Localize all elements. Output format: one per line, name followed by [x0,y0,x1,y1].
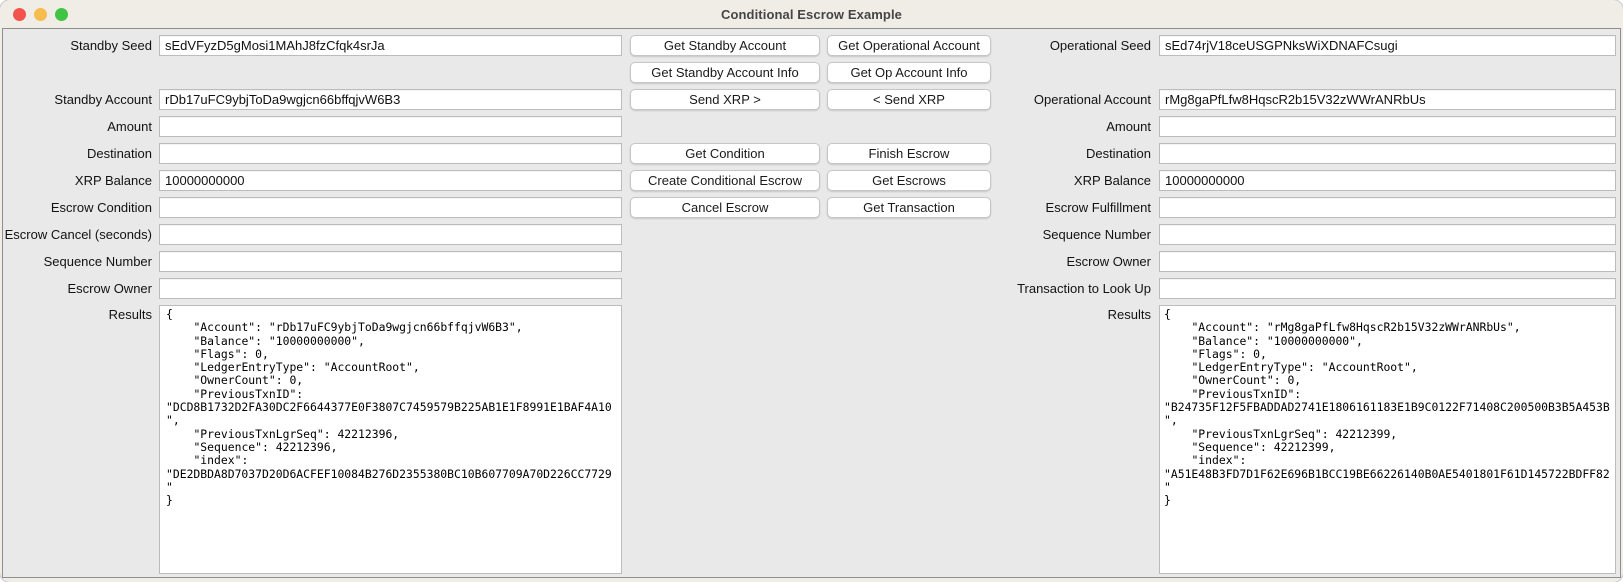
escrow-condition-input[interactable] [159,197,622,218]
standby-sequence-number-input[interactable] [159,251,622,272]
operational-escrow-owner-label: Escrow Owner [1066,254,1151,269]
escrow-fulfillment-label: Escrow Fulfillment [1045,200,1151,215]
operational-seed-label: Operational Seed [1049,38,1151,53]
operational-results-textarea[interactable] [1159,305,1616,574]
get-escrows-button[interactable]: Get Escrows [827,170,991,191]
standby-seed-input[interactable] [159,35,622,56]
operational-escrow-owner-input[interactable] [1159,251,1616,272]
standby-xrp-balance-input[interactable] [159,170,622,191]
operational-amount-label: Amount [1106,119,1151,134]
operational-seed-input[interactable] [1159,35,1616,56]
send-xrp-to-operational-button[interactable]: Send XRP > [630,89,820,110]
main-content [2,28,1621,578]
escrow-fulfillment-input[interactable] [1159,197,1616,218]
standby-amount-label: Amount [107,119,152,134]
operational-destination-input[interactable] [1159,143,1616,164]
operational-account-input[interactable] [1159,89,1616,110]
transaction-to-look-up-input[interactable] [1159,278,1616,299]
standby-escrow-owner-label: Escrow Owner [67,281,152,296]
operational-xrp-balance-input[interactable] [1159,170,1616,191]
standby-seed-label: Standby Seed [70,38,152,53]
get-standby-account-info-button[interactable]: Get Standby Account Info [630,62,820,83]
standby-account-input[interactable] [159,89,622,110]
get-transaction-button[interactable]: Get Transaction [827,197,991,218]
escrow-cancel-seconds-label: Escrow Cancel (seconds) [4,227,152,242]
standby-destination-input[interactable] [159,143,622,164]
standby-destination-label: Destination [86,146,152,161]
finish-escrow-button[interactable]: Finish Escrow [827,143,991,164]
standby-xrp-balance-label: XRP Balance [74,173,152,188]
operational-amount-input[interactable] [1159,116,1616,137]
window-title: Conditional Escrow Example [720,6,903,22]
standby-results-textarea[interactable] [159,305,622,574]
operational-account-label: Operational Account [1033,92,1151,107]
traffic-lights [13,8,68,21]
create-conditional-escrow-button[interactable]: Create Conditional Escrow [630,170,820,191]
escrow-cancel-seconds-input[interactable] [159,224,622,245]
operational-destination-label: Destination [1085,146,1151,161]
operational-sequence-number-input[interactable] [1159,224,1616,245]
transaction-to-look-up-label: Transaction to Look Up [1017,281,1151,296]
standby-results-label: Results [108,307,152,322]
standby-escrow-owner-input[interactable] [159,278,622,299]
operational-xrp-balance-label: XRP Balance [1073,173,1151,188]
standby-account-label: Standby Account [54,92,152,107]
cancel-escrow-button[interactable]: Cancel Escrow [630,197,820,218]
get-standby-account-button[interactable]: Get Standby Account [630,35,820,56]
operational-results-label: Results [1107,307,1151,322]
close-button[interactable] [13,8,26,21]
title-bar [0,0,1623,28]
escrow-condition-label: Escrow Condition [50,200,152,215]
get-operational-account-button[interactable]: Get Operational Account [827,35,991,56]
standby-amount-input[interactable] [159,116,622,137]
send-xrp-to-standby-button[interactable]: < Send XRP [827,89,991,110]
get-condition-button[interactable]: Get Condition [630,143,820,164]
get-op-account-info-button[interactable]: Get Op Account Info [827,62,991,83]
zoom-button[interactable] [55,8,68,21]
operational-sequence-number-label: Sequence Number [1042,227,1151,242]
minimize-button[interactable] [34,8,47,21]
standby-sequence-number-label: Sequence Number [43,254,152,269]
